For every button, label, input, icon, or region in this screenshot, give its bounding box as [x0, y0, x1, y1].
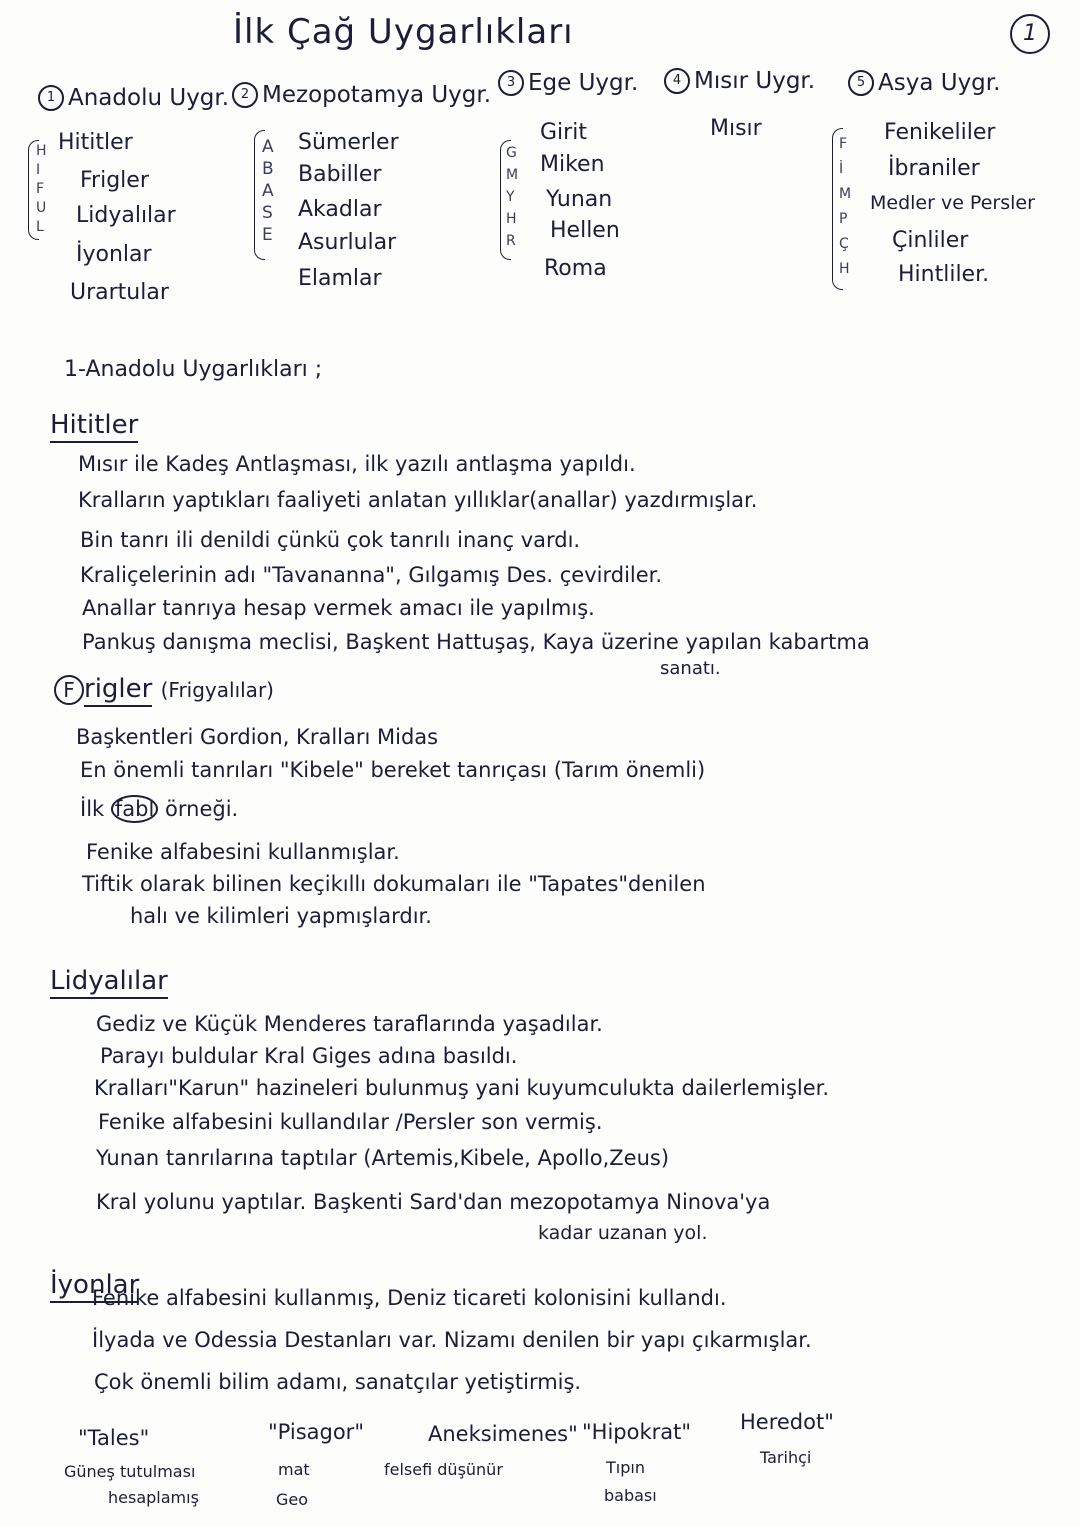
page-number: 1: [1010, 14, 1050, 54]
list-item: Hintliler.: [898, 262, 990, 287]
lidyalilar-line: Gediz ve Küçük Menderes taraflarında yaşadılar.: [96, 1012, 603, 1036]
column-number: 3: [498, 70, 524, 96]
list-item: Hititler: [58, 130, 133, 155]
list-item: Sümerler: [298, 130, 399, 155]
scientist-note: Geo: [276, 1490, 309, 1509]
frigler-line: En önemli tanrıları "Kibele" bereket tanrıçası (Tarım önemli): [80, 758, 706, 782]
lidyalilar-title: Lidyalılar: [50, 966, 168, 996]
iyonlar-title: İyonlar: [50, 1270, 139, 1300]
list-item: Roma: [544, 256, 607, 281]
frigler-line: Başkentleri Gordion, Kralları Midas: [76, 725, 439, 749]
list-item: Mısır: [710, 116, 762, 141]
mnemonic-hiful: H I F U L: [36, 143, 47, 235]
column-mezopotamya-heading: [232, 82, 491, 108]
list-item: Akadlar: [298, 197, 382, 222]
frigler-line: halı ve kilimleri yapmışlardır.: [130, 904, 432, 928]
frigler-line: Tiftik olarak bilinen keçikıllı dokumaları ile "Tapates"denilen: [82, 872, 706, 896]
scientist-note: babası: [604, 1486, 657, 1505]
page-title: İlk Çağ Uygarlıkları: [233, 12, 574, 52]
lidyalilar-line: Yunan tanrılarına taptılar (Artemis,Kibele, Apollo,Zeus): [96, 1146, 670, 1170]
list-item: Çinliler: [892, 228, 969, 253]
iyonlar-line: İlyada ve Odessia Destanları var. Nizamı denilen bir yapı çıkarmışlar.: [92, 1328, 812, 1352]
scientist-name: Aneksimenes": [428, 1422, 578, 1446]
iyonlar-line: Çok önemli bilim adamı, sanatçılar yetiştirmiş.: [94, 1370, 582, 1394]
list-item: Yunan: [546, 187, 613, 212]
column-misir-heading: [664, 68, 815, 94]
column-title: Anadolu Uygr.: [68, 85, 230, 111]
list-item: Medler ve Persler: [870, 192, 1035, 214]
column-number: 4: [664, 68, 690, 94]
lidyalilar-line: Kralları"Karun" hazineleri bulunmuş yani kuyumculukta dailerlemişler.: [94, 1076, 830, 1100]
scientist-note: felsefi düşünür: [384, 1460, 503, 1479]
scientist-name: "Pisagor": [268, 1420, 364, 1444]
frigler-line: İlk fabl örneği.: [80, 797, 239, 821]
hititler-line: Bin tanrı ili denildi çünkü çok tanrılı inanç vardı.: [80, 528, 581, 552]
list-item: Asurlular: [298, 230, 397, 255]
hititler-line: sanatı.: [660, 658, 721, 679]
hititler-line: Kralların yaptıkları faaliyeti anlatan yıllıklar(anallar) yazdırmışlar.: [78, 488, 758, 512]
scientist-note: mat: [278, 1460, 310, 1479]
column-number: 1: [38, 85, 64, 111]
mnemonic-fimpch: F İ M P Ç H: [839, 136, 852, 277]
column-number: 5: [848, 70, 874, 96]
list-item: Frigler: [80, 168, 149, 193]
column-title: Ege Uygr.: [528, 70, 639, 96]
column-title: Mısır Uygr.: [694, 68, 816, 94]
mnemonic-abase: A B A S E: [262, 137, 274, 245]
list-item: Elamlar: [298, 266, 382, 291]
hititler-line: Pankuş danışma meclisi, Başkent Hattuşaş, Kaya üzerine yapılan kabartma: [82, 630, 870, 654]
scientist-note: Güneş tutulması: [64, 1462, 196, 1481]
list-item: Hellen: [550, 218, 620, 243]
list-item: Lidyalılar: [76, 203, 176, 228]
list-item: Girit: [540, 120, 587, 145]
lidyalilar-line: Parayı buldular Kral Giges adına basıldı.: [100, 1044, 518, 1068]
list-item: İyonlar: [76, 242, 152, 267]
frigler-title: F rigler (Frigyalılar): [54, 674, 274, 705]
frigler-line: Fenike alfabesini kullanmışlar.: [86, 840, 400, 864]
column-title: Asya Uygr.: [878, 70, 1001, 96]
scientist-name: Heredot": [740, 1410, 834, 1434]
lidyalilar-line: Kral yolunu yaptılar. Başkenti Sard'dan mezopotamya Ninova'ya: [96, 1190, 771, 1214]
section-heading: 1-Anadolu Uygarlıkları ;: [64, 357, 323, 382]
list-item: Fenikeliler: [884, 120, 996, 145]
lidyalilar-line: Fenike alfabesini kullandılar /Persler son vermiş.: [98, 1110, 603, 1134]
hititler-line: Mısır ile Kadeş Antlaşması, ilk yazılı antlaşma yapıldı.: [78, 452, 636, 476]
column-asya-heading: [848, 70, 1000, 96]
column-title: Mezopotamya Uygr.: [262, 82, 492, 108]
mnemonic-gmyhr: G M Y H R: [506, 145, 519, 249]
scientist-name: "Hipokrat": [582, 1420, 692, 1444]
scientist-note: Tarihçi: [760, 1448, 812, 1467]
list-item: Babiller: [298, 162, 382, 187]
list-item: Miken: [540, 152, 605, 177]
scientist-name: "Tales": [78, 1426, 150, 1450]
list-item: İbraniler: [888, 156, 980, 181]
column-ege-heading: [498, 70, 638, 96]
hititler-title: Hititler: [50, 410, 138, 440]
column-number: 2: [232, 82, 258, 108]
lidyalilar-line: kadar uzanan yol.: [538, 1222, 708, 1244]
column-anadolu-heading: [38, 85, 229, 111]
list-item: Urartular: [70, 280, 169, 305]
scientist-note: hesaplamış: [108, 1488, 199, 1507]
hititler-line: Kraliçelerinin adı "Tavananna", Gılgamış Des. çevirdiler.: [80, 563, 663, 587]
iyonlar-line: Fenike alfabesini kullanmış, Deniz ticareti kolonisini kullandı.: [92, 1286, 727, 1310]
hititler-line: Anallar tanrıya hesap vermek amacı ile yapılmış.: [82, 596, 595, 620]
scientist-note: Tıpın: [606, 1458, 645, 1477]
